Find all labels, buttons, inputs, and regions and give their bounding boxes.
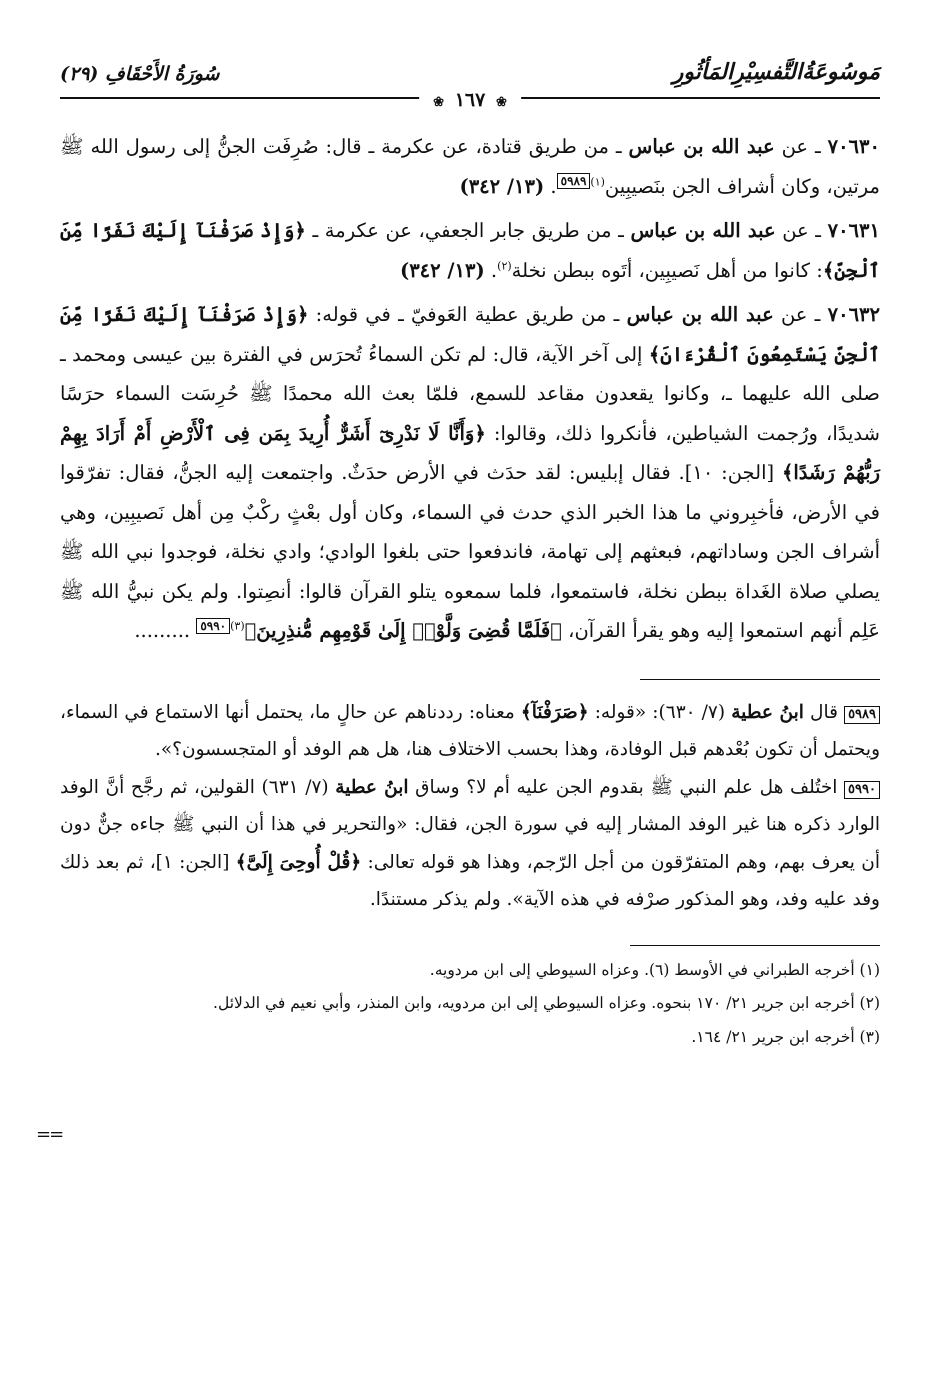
- footnote-marker[interactable]: (١): [590, 175, 605, 188]
- entry-text: ـ عن: [773, 303, 828, 326]
- entry-70632: [60, 295, 880, 651]
- entry-number: ٧٠٦٣٠: [827, 135, 880, 158]
- quran-verse: ﴿وَإِذْ صَرَفْنَآ إِلَيْكَ نَفَرًا مِّنَ ٱلْجِنِّ يَسْتَمِعُونَ ٱلْقُرْءَانَ﴾: [60, 303, 880, 366]
- footnote-2: (٢) أخرجه ابن جرير ٢١/ ١٧٠ بنحوه. وعزاه السيوطي إلى ابن مردويه، وابن المنذر، وأبي نعيم في الدلائل.: [213, 994, 880, 1012]
- entry-text: .: [544, 174, 557, 198]
- annotation-box[interactable]: ٥٩٨٩: [557, 173, 591, 189]
- quran-verse: ﴿وَإِذْ صَرَفْنَآ إِلَيْكَ نَفَرًا مِّنَ ٱلْجِنِّ﴾: [60, 219, 880, 282]
- quran-verse: ﴿وَأَنَّا لَا نَدْرِىٓ أَشَرٌّ أُرِيدَ بِمَن فِى ٱلْأَرْضِ أَمْ أَرَادَ بِهِمْ رَبُّهُمْ رَشَدًا﴾: [60, 421, 880, 484]
- annotation-box: ٥٩٨٩: [844, 706, 880, 724]
- footnote-marker[interactable]: (٣): [230, 619, 245, 633]
- main-text: [60, 127, 880, 651]
- entry-number: ٧٠٦٣١: [827, 219, 880, 242]
- footnote-1: (١) أخرجه الطبراني في الأوسط (٦). وعزاه السيوطي إلى ابن مردويه.: [429, 960, 880, 979]
- entry-text: ـ عن: [774, 135, 828, 158]
- entry-number: ٧٠٦٣٢: [827, 303, 880, 326]
- running-header: [60, 55, 880, 111]
- narrator-name: عبد الله بن عباس: [626, 303, 774, 326]
- annotation-box[interactable]: ٥٩٩٠: [196, 618, 230, 634]
- volume-reference: (١٣/ ٣٤٢): [459, 174, 545, 198]
- entry-text: [الجن: ١٠]. فقال إبليس: لقد حدَث في الأرض حدَثٌ. واجتمعت إليه الجنُّ، فقال: تفرّقوا في الأرض، فأخبِروني ما هذا الخبر الذي حدث في السماء، وكان أول بعْثٍ ركْبٌ مِن أهل نَصيبِين، وهي أشراف الجن وساداتهم، فبعثهم إلى تهامة، فاندفعوا حتى بلغوا الوادي؛ وادي نخلة، فوجدوا نبي الله ﷺ يصلي صلاة الغَداة ببطن نخلة، فاستمعوا، فلما سمعوه يتلو القرآن قالوا: أنصِتوا. ولم يكن نبيُّ الله ﷺ عَلِم أنهم استمعوا إليه وهو يقرأ القرآن،: [60, 461, 880, 642]
- annotation-box: ٥٩٩٠: [844, 781, 880, 799]
- margin-mark: ==: [36, 1124, 63, 1145]
- commentary-notes: [60, 694, 880, 919]
- note-text: معناه: رددناهم عن حالٍ ما، يحتمل أنها الاستماع في السماء، ويحتمل أن تكون بُعْدهم قبل الوفادة، وهذا بحسب الاختلاف هنا، هل هم الوفد أو المتجسسون؟».: [60, 701, 880, 760]
- page-number: ١٦٧: [454, 89, 486, 111]
- entry-text: ـ عن: [775, 219, 828, 242]
- page: [60, 55, 880, 1056]
- note-5989: [60, 694, 880, 769]
- entry-text: إلى آخر الآية، قال: لم تكن السماءُ تُحرَس في الفترة بين عيسى ومحمد ـ صلى الله عليهما ـ، وكانوا يقعدون مقاعد للسمع، فلمّا بعث الله محمدًا ﷺ حُرِسَت السماء حرَسًا شديدًا، ورُجمت الشياطين، فأنكروا ذلك، وقالوا:: [60, 342, 880, 445]
- entry-text: ـ من طريق عطية العَوفيّ ـ في قوله:: [308, 303, 627, 326]
- book-title: مَوسُوعَةُالتَّفسِيْرِالمَأثُورِ: [672, 59, 880, 85]
- entry-text: ـ من طريق قتادة، عن عكرمة ـ قال: صُرِفَت الجنُّ إلى رسول الله ﷺ مرتين، وكان أشراف الجن بنَصيبِين: [60, 135, 880, 198]
- quran-verse: ﴿قُلْ أُوحِىَ إِلَىَّ﴾: [235, 851, 362, 873]
- entry-70631: [60, 211, 880, 290]
- narrator-name: عبد الله بن عباس: [630, 219, 776, 242]
- entry-text: .: [484, 258, 498, 282]
- continuation-dots: .........: [134, 619, 191, 642]
- quran-verse: ﴿صَرَفْنَآ﴾: [520, 701, 589, 723]
- author-name: ابنُ عطية: [335, 776, 409, 798]
- footnote-marker[interactable]: (٢): [497, 259, 512, 272]
- notes-separator: [640, 679, 880, 680]
- note-text: قال: [803, 701, 845, 723]
- page-number-block: [419, 89, 521, 111]
- surah-title: سُورَةُ الأَحْقَافِ (٢٩): [60, 63, 220, 85]
- ornament-right-icon: ❀: [495, 95, 507, 110]
- footnotes-separator: [630, 945, 880, 946]
- narrator-name: عبد الله بن عباس: [628, 135, 775, 158]
- entry-70630: [60, 127, 880, 206]
- entry-text: ـ من طريق جابر الجعفي، عن عكرمة ـ: [305, 219, 631, 242]
- footnotes: [60, 956, 880, 1053]
- note-5990: [60, 769, 880, 919]
- entry-text: : كانوا من أهل نَصيبِين، أتَوه ببطن نخلة: [511, 258, 823, 282]
- note-text: [الجن: ١]، ثم بعد ذلك وفد عليه وفد، وهو المذكور صرْفه في هذه الآية». ولم يذكر مستندًا.: [60, 851, 880, 910]
- note-text: (٧/ ٦٣١) القولين، ثم رجَّح أنَّ الوفد الوارد ذكره هنا غير الوفد المشار إليه في سورة الجن، فقال: «والتحرير في هذا أن النبي ﷺ جاءه جنٌّ دون أن يعرف بهم، وهم المتفرّقون من أجل الرّجم، وهذا هو قوله تعالى:: [60, 776, 881, 873]
- ornament-left-icon: ❀: [433, 95, 445, 110]
- quran-verse: ﴿فَلَمَّا قُضِىَ وَلَّوْا۟ إِلَىٰ قَوْمِهِم مُّنذِرِينَ﴾: [244, 619, 562, 642]
- note-text: (٧/ ٦٣٠): «قوله:: [588, 701, 732, 723]
- volume-reference: (١٣/ ٣٤٢): [399, 258, 485, 282]
- author-name: ابنُ عطية: [731, 701, 804, 723]
- note-text: اختُلف هل علم النبي ﷺ بقدوم الجن عليه أم لا؟ وساق: [408, 776, 845, 798]
- footnote-3: (٣) أخرجه ابن جرير ٢١/ ١٦٤.: [691, 1027, 880, 1046]
